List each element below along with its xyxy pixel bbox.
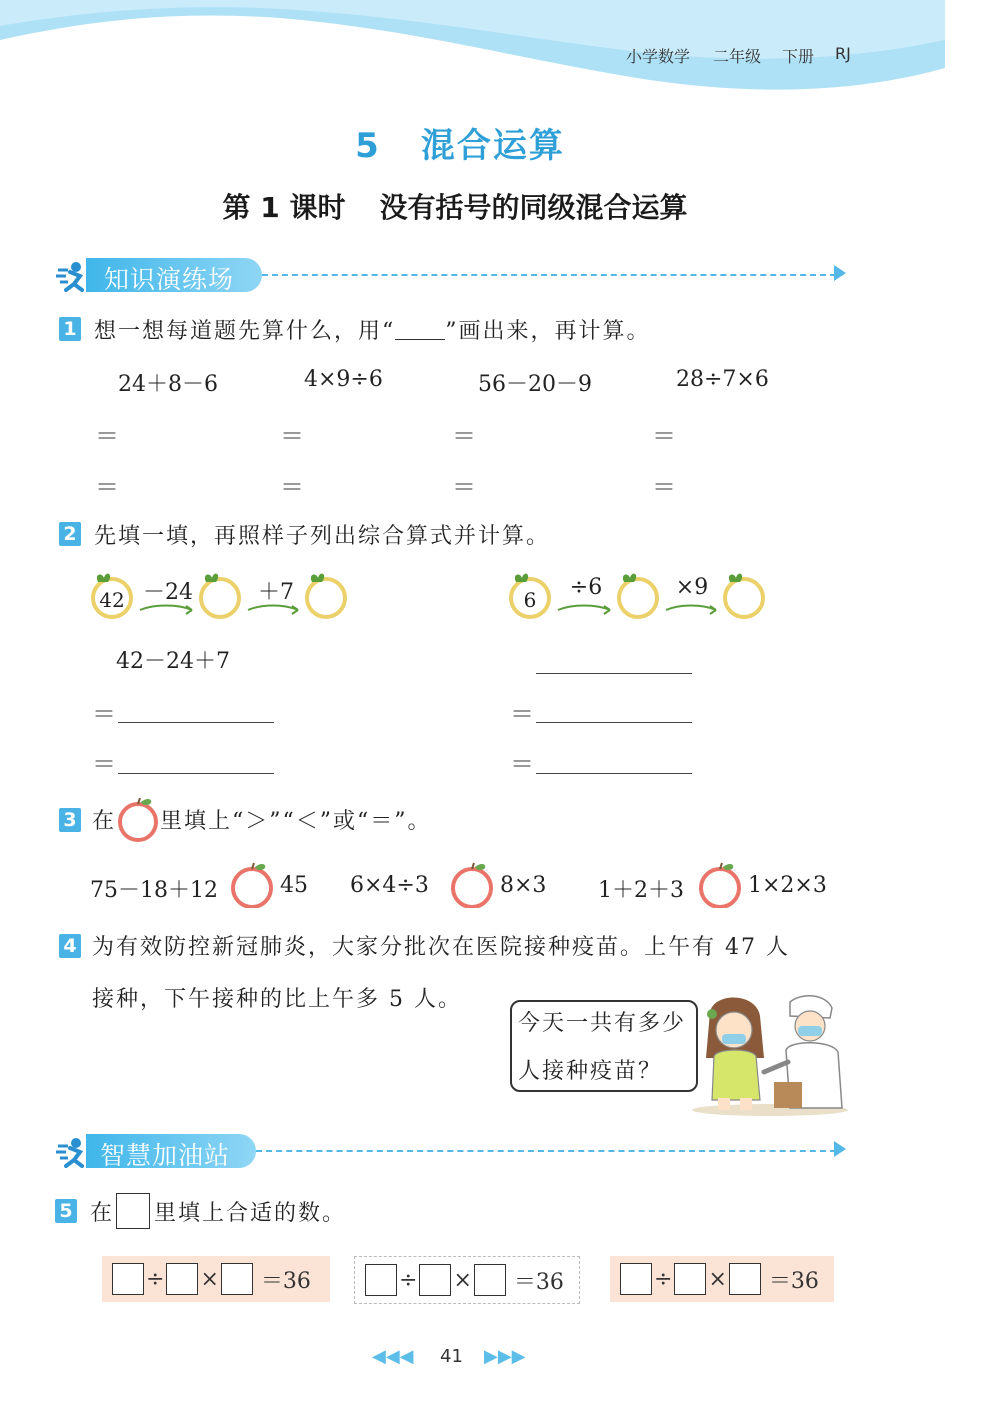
question-number-5: 5: [55, 1199, 77, 1223]
header-edition: RJ: [835, 44, 851, 63]
q2-left-chain: [88, 566, 358, 622]
mul-sign: ×: [200, 1266, 219, 1292]
arrow-icon: [248, 606, 298, 615]
q2-left-expr: 42－24＋7: [116, 649, 230, 674]
equals-36: ＝36: [513, 1269, 564, 1295]
next-arrows-icon: ▶▶▶: [484, 1346, 526, 1367]
q2-left-op1: －24: [143, 580, 193, 605]
q2-right-op1: ÷6: [569, 575, 603, 600]
question-1-text-a: 想一想每道题先算什么，用“: [94, 319, 396, 344]
chapter-name: 混合运算: [420, 126, 565, 166]
apple-icon: [116, 796, 160, 842]
runner-icon: [54, 260, 90, 292]
q5-equation-2: [354, 1256, 580, 1304]
apple-icon[interactable]: [228, 860, 276, 908]
q3-item-3-left: 1＋2＋3: [598, 878, 684, 903]
q5-1-box-b[interactable]: [166, 1263, 198, 1295]
div-sign: ÷: [146, 1266, 165, 1292]
equals-36: ＝36: [260, 1268, 311, 1294]
q1-eq-4b: ＝: [652, 473, 676, 501]
apple-icon[interactable]: [696, 860, 744, 908]
q5-equation-3: [610, 1256, 834, 1302]
q5-equation-1: [102, 1256, 330, 1302]
section-banner-boost: [0, 1134, 860, 1170]
runner-icon: [54, 1136, 90, 1168]
q2-left-op2: ＋7: [258, 580, 294, 605]
q3-item-2-right: 8×3: [500, 873, 547, 898]
question-1-text: [94, 314, 651, 345]
arrow-icon: [140, 606, 192, 615]
q1-eq-4a: ＝: [652, 422, 676, 450]
q2-right-eq-2: ＝: [510, 750, 534, 778]
q3-item-3-right: 1×2×3: [748, 873, 827, 898]
q2-right-answer-line-1[interactable]: [536, 722, 692, 723]
vaccination-illustration: [690, 992, 850, 1116]
q2-left-answer-line-1[interactable]: [118, 722, 274, 723]
mul-sign: ×: [453, 1267, 472, 1293]
fruit-circle-icon: [725, 574, 763, 617]
header-grade: 二年级: [713, 47, 762, 66]
q2-left-eq-2: ＝: [92, 750, 116, 778]
q1-eq-3b: ＝: [452, 473, 476, 501]
question-4-line-1: 为有效防控新冠肺炎，大家分批次在医院接种疫苗。上午有 47 人: [92, 935, 790, 960]
q5-2-box-b[interactable]: [419, 1264, 451, 1296]
chapter-title: [0, 118, 920, 167]
div-sign: ÷: [399, 1267, 418, 1293]
question-1-text-b: ”画出来，再计算。: [445, 319, 651, 344]
q1-eq-1b: ＝: [95, 473, 119, 501]
q5-3-box-a[interactable]: [620, 1263, 652, 1295]
q2-right-chain: [506, 566, 776, 622]
q5-1-box-c[interactable]: [221, 1263, 253, 1295]
question-5-text-b: 里填上合适的数。: [154, 1201, 347, 1226]
q2-right-start: 6: [523, 588, 537, 612]
lesson-title: [0, 186, 910, 226]
question-3-text-a: 在: [92, 809, 117, 834]
mul-sign: ×: [708, 1266, 727, 1292]
fruit-circle-icon: [307, 574, 345, 617]
question-4-line-2: 接种，下午接种的比上午多 5 人。: [92, 987, 462, 1012]
header-volume: 下册: [782, 47, 815, 66]
q1-expr-1: 24＋8－6: [118, 372, 218, 397]
q3-item-1-left: 75－18＋12: [90, 878, 218, 903]
question-number-4: 4: [59, 934, 81, 958]
fruit-circle-icon: [201, 574, 239, 617]
sample-box: [116, 1193, 150, 1229]
section-title-practice: 知识演练场: [104, 265, 235, 294]
underline-sample: [395, 339, 445, 340]
apple-icon[interactable]: [448, 860, 496, 908]
q5-1-box-a[interactable]: [112, 1263, 144, 1295]
q2-left-eq-1: ＝: [92, 700, 116, 728]
q2-right-eq-1: ＝: [510, 700, 534, 728]
q5-3-box-b[interactable]: [674, 1263, 706, 1295]
q5-2-box-a[interactable]: [365, 1264, 397, 1296]
q3-item-1-right: 45: [280, 873, 308, 898]
fruit-circle-icon: [619, 574, 657, 617]
question-number-1: 1: [59, 317, 81, 341]
q5-3-box-c[interactable]: [729, 1263, 761, 1295]
lesson-name: 没有括号的同级混合运算: [379, 191, 688, 224]
speech-bubble-line-2: 人接种疫苗？: [518, 1059, 663, 1084]
question-number-2: 2: [59, 522, 81, 546]
section-title-boost: 智慧加油站: [100, 1141, 231, 1170]
div-sign: ÷: [654, 1266, 673, 1292]
q2-right-answer-line-2[interactable]: [536, 773, 692, 774]
prev-arrows-icon: ◀◀◀: [372, 1346, 414, 1367]
arrow-icon: [558, 606, 610, 615]
equals-36: ＝36: [768, 1268, 819, 1294]
q2-right-op2: ×9: [675, 575, 709, 600]
page-number: 41: [440, 1346, 463, 1367]
q1-eq-2a: ＝: [280, 422, 304, 450]
speech-bubble-line-1: 今天一共有多少: [518, 1011, 687, 1036]
q1-expr-3: 56－20－9: [478, 372, 592, 397]
question-3-text-b: 里填上“＞”“＜”或“＝”。: [160, 809, 432, 834]
q1-eq-3a: ＝: [452, 422, 476, 450]
header-subject: 小学数学: [626, 47, 691, 66]
q1-eq-1a: ＝: [95, 422, 119, 450]
q1-expr-4: 28÷7×6: [676, 367, 769, 392]
question-2-text: 先填一填，再照样子列出综合算式并计算。: [94, 524, 551, 549]
chapter-number: 5: [355, 126, 381, 166]
q2-left-answer-line-2[interactable]: [118, 773, 274, 774]
q1-eq-2b: ＝: [280, 473, 304, 501]
question-number-3: 3: [59, 808, 81, 832]
lesson-period: 第 1 课时: [222, 191, 346, 224]
q3-item-2-left: 6×4÷3: [350, 873, 429, 898]
q2-right-expr-line[interactable]: [536, 673, 692, 674]
section-banner-practice: [0, 258, 860, 294]
arrow-icon: [666, 606, 716, 615]
question-5-text-a: 在: [90, 1201, 115, 1226]
q2-left-start: 42: [99, 588, 125, 612]
q1-expr-2: 4×9÷6: [304, 367, 383, 392]
q5-2-box-c[interactable]: [474, 1264, 506, 1296]
